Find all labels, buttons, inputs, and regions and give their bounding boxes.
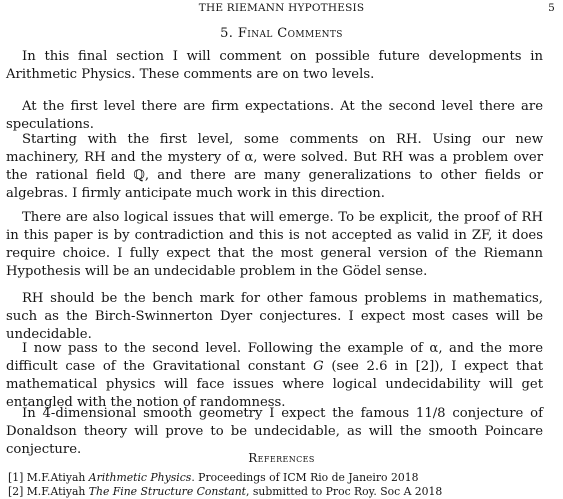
- paragraph-benchmark: RH should be the bench mark for other famous problems in mathematics, such as the Birch-Swinnerton Dyer conjectures. I expect most cases will be undecidable.: [6, 291, 543, 342]
- paragraph-second-level-part2: (see 2.6 in [2]), I expect that mathematical physics will face issues where logical undecidability will get entangled with the notion of randomness.: [6, 359, 543, 410]
- paragraph-first-level: Starting with the first level, some comments on RH. Using our new machinery, RH and the mystery of α, were solved. But RH was a problem over the rational field ℚ, and there are many generalizations to other fields or algebras. I firmly anticipate much work in this direction.: [6, 132, 543, 201]
- paragraph-levels: At the first level there are firm expectations. At the second level there are speculations.: [6, 99, 543, 132]
- running-header: [0, 2, 563, 18]
- references-heading: References: [248, 451, 315, 465]
- paragraph-second-level-part1: I now pass to the second level. Following the example of α, and the more difficult case of the Gravitational constant: [6, 341, 543, 374]
- page-number: 5: [548, 2, 555, 14]
- running-title: THE RIEMANN HYPOTHESIS: [198, 2, 365, 14]
- paragraph-smooth-geometry: In 4-dimensional smooth geometry I expect the famous 11/8 conjecture of Donaldson theory will prove to be undecidable, as will the smooth Poincare conjecture.: [6, 406, 543, 457]
- reference-details: . Proceedings of ICM Rio de Janeiro 2018: [191, 471, 419, 484]
- reference-item: [8, 485, 558, 499]
- reference-author: M.F.Atiyah: [26, 485, 86, 498]
- reference-title: The Fine Structure Constant: [88, 485, 246, 498]
- gravitational-constant-symbol: G: [313, 359, 324, 374]
- reference-label: [2]: [8, 485, 24, 498]
- reference-details: , submitted to Proc Roy. Soc A 2018: [246, 485, 443, 498]
- reference-author: M.F.Atiyah: [26, 471, 86, 484]
- paragraph-intro: In this final section I will comment on possible future developments in Arithmetic Physics. These comments are on two levels.: [6, 49, 543, 82]
- paragraph-second-level: [6, 340, 543, 412]
- reference-label: [1]: [8, 471, 24, 484]
- paragraph-logical-issues: There are also logical issues that will emerge. To be explicit, the proof of RH in this paper is by contradiction and this is not accepted as valid in ZF, it does require choice. I fully expect that the most general version of the Riemann Hypothesis will be an undecidable problem in the Gödel sense.: [6, 210, 543, 279]
- section-title: 5. Final Comments: [220, 26, 343, 41]
- reference-item: [8, 471, 558, 485]
- reference-title: Arithmetic Physics: [88, 471, 192, 484]
